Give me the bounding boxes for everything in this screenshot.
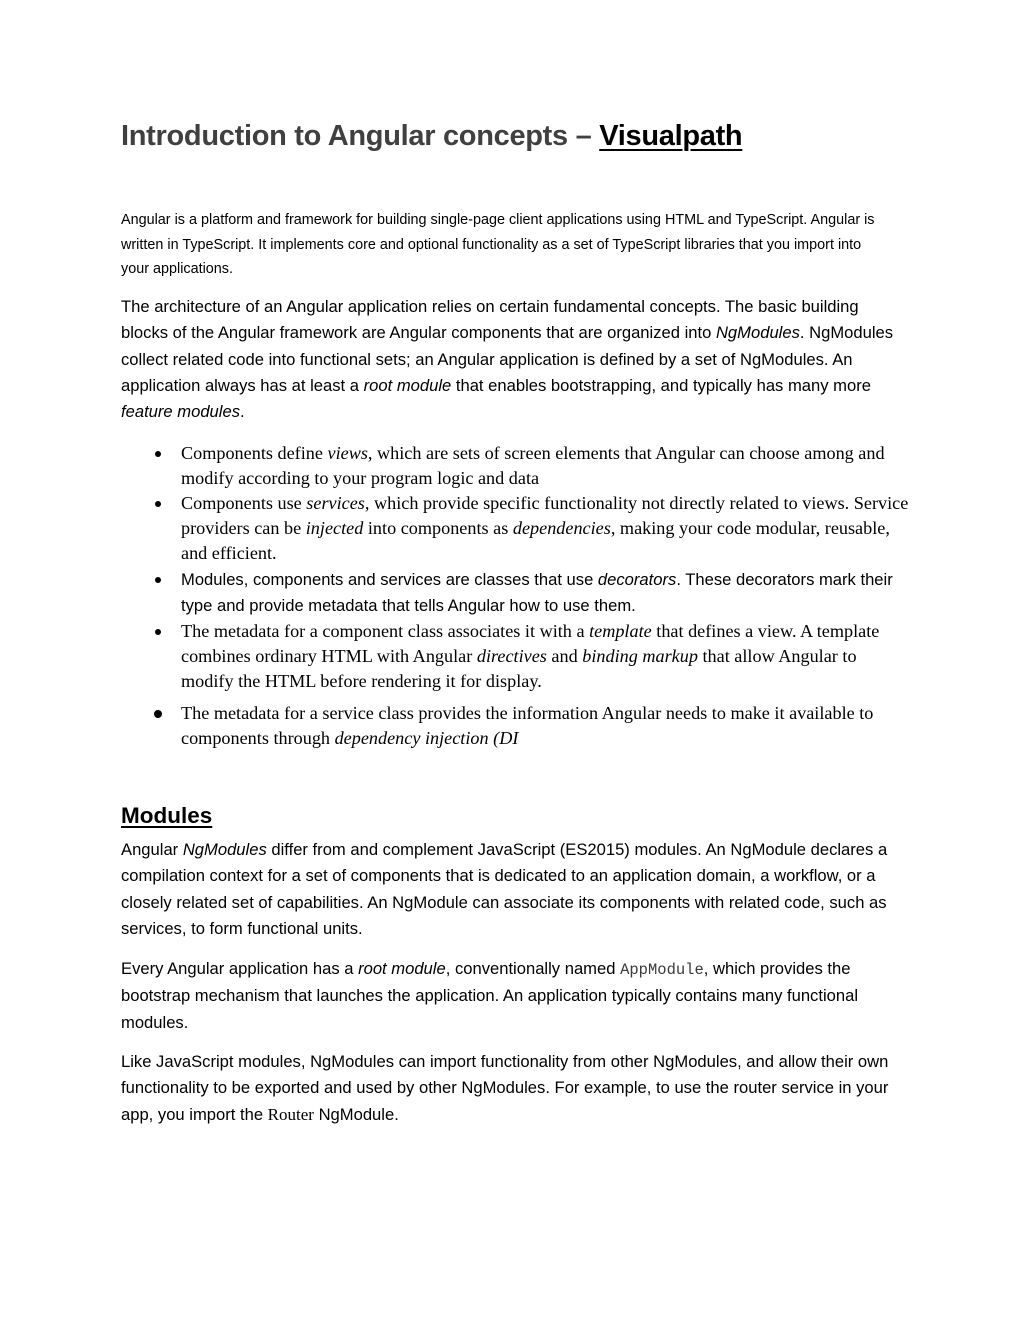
bullet-text: The metadata for a component class associates it with a: [181, 621, 590, 641]
p2-text-3: , which provides the bootstrap mechanism that launches the application. An application typically contains many functional modules.: [121, 959, 859, 1032]
arch-text-2: . NgModules collect related code into functional sets; an Angular application is defined by a set of NgModules. An application always has at least a: [121, 323, 894, 395]
bullet-text: Components use: [181, 493, 307, 513]
p1-text-2: differ from and complement JavaScript (ES2015) modules. An NgModule declares a compilation context for a set of components that is dedicated to an application domain, a workflow, or a closely related set of capabilities. An NgModule can associate its components with related code, such as services, to form functional units.: [121, 840, 888, 938]
list-item: [121, 567, 911, 619]
router-code: Router: [267, 1104, 314, 1124]
bullet-text: Modules, components and services are classes that use: [181, 570, 598, 589]
bullet-text: Components define: [181, 443, 328, 463]
bullet-text: , making your code modular, reusable, and efficient.: [181, 518, 890, 563]
bullet-text: , which provide specific functionality not directly related to views. Service providers can be: [181, 493, 909, 538]
arch-em-ngmodules: NgModules: [715, 323, 800, 343]
bullet-text: and: [546, 646, 583, 666]
p1-text-1: Angular: [121, 840, 183, 859]
modules-heading: Modules: [121, 803, 213, 828]
title-text: Introduction to Angular concepts –: [121, 120, 600, 152]
bullet-em: views: [327, 443, 368, 463]
bullet-text: that defines a view. A template combines ordinary HTML with Angular: [181, 621, 880, 666]
arch-text-4: .: [240, 402, 245, 422]
modules-paragraph-1: [121, 837, 911, 942]
list-item: [121, 619, 911, 694]
visualpath-link[interactable]: Visualpath: [599, 120, 743, 152]
bullet-text: into components as: [363, 518, 513, 538]
bullet-em: dependencies: [512, 518, 611, 538]
architecture-paragraph: [121, 294, 901, 425]
bullet-text: . These decorators mark their type and provide metadata that tells Angular how to use them.: [181, 570, 893, 615]
modules-paragraph-2: [121, 956, 911, 1036]
arch-text-3: that enables bootstrapping, and typically has many more: [451, 375, 871, 395]
p3-text-1: Like JavaScript modules, NgModules can import functionality from other NgModules, and allow their own functionality to be exported and used by other NgModules. For example, to use the router service in your app, you import the: [121, 1052, 889, 1124]
p1-em-ngmodules: NgModules: [182, 840, 267, 859]
page-title: [121, 120, 742, 153]
bullet-em: decorators: [597, 570, 677, 589]
intro-paragraph: Angular is a platform and framework for building single-page client applications using HTML and TypeScript. Angular is written in TypeScript. It implements core and optional functionality as a set of TypeScript libraries that you import into your applications.: [121, 212, 875, 277]
p2-text-1: Every Angular application has a: [121, 959, 359, 978]
list-item: [121, 701, 911, 751]
modules-paragraph-3: [121, 1049, 911, 1128]
bullet-em: binding markup: [582, 646, 698, 666]
bullet-em: template: [589, 621, 652, 641]
bullet-icon: [155, 501, 161, 507]
bullet-icon: [155, 451, 161, 457]
bullet-em: dependency injection (DI: [334, 728, 519, 748]
list-item: [121, 491, 911, 566]
arch-em-root-module: root module: [363, 375, 452, 395]
p2-text-2: , conventionally named: [445, 959, 621, 978]
bullet-em: directives: [476, 646, 547, 666]
bullet-icon: [155, 629, 161, 635]
concepts-bullet-list: [121, 441, 911, 751]
arch-em-feature-modules: feature modules: [121, 402, 240, 422]
bullet-em: services: [306, 493, 365, 513]
bullet-text: that allow Angular to modify the HTML before rendering it for display.: [181, 646, 857, 691]
bullet-text: , which are sets of screen elements that Angular can choose among and modify according to your program logic and data: [181, 443, 885, 488]
p3-text-2: NgModule.: [313, 1104, 399, 1124]
arch-text-1: The architecture of an Angular application relies on certain fundamental concepts. The basic building blocks of the Angular framework are Angular components that are organized into: [121, 297, 859, 343]
bullet-icon: [155, 577, 161, 583]
bullet-text: The metadata for a service class provides the information Angular needs to make it available to components through: [181, 703, 874, 748]
bullet-em: injected: [305, 518, 364, 538]
p2-em-root-module: root module: [358, 959, 446, 978]
appmodule-code: AppModule: [620, 961, 704, 979]
bullet-icon: [154, 710, 162, 718]
list-item: [121, 441, 911, 491]
